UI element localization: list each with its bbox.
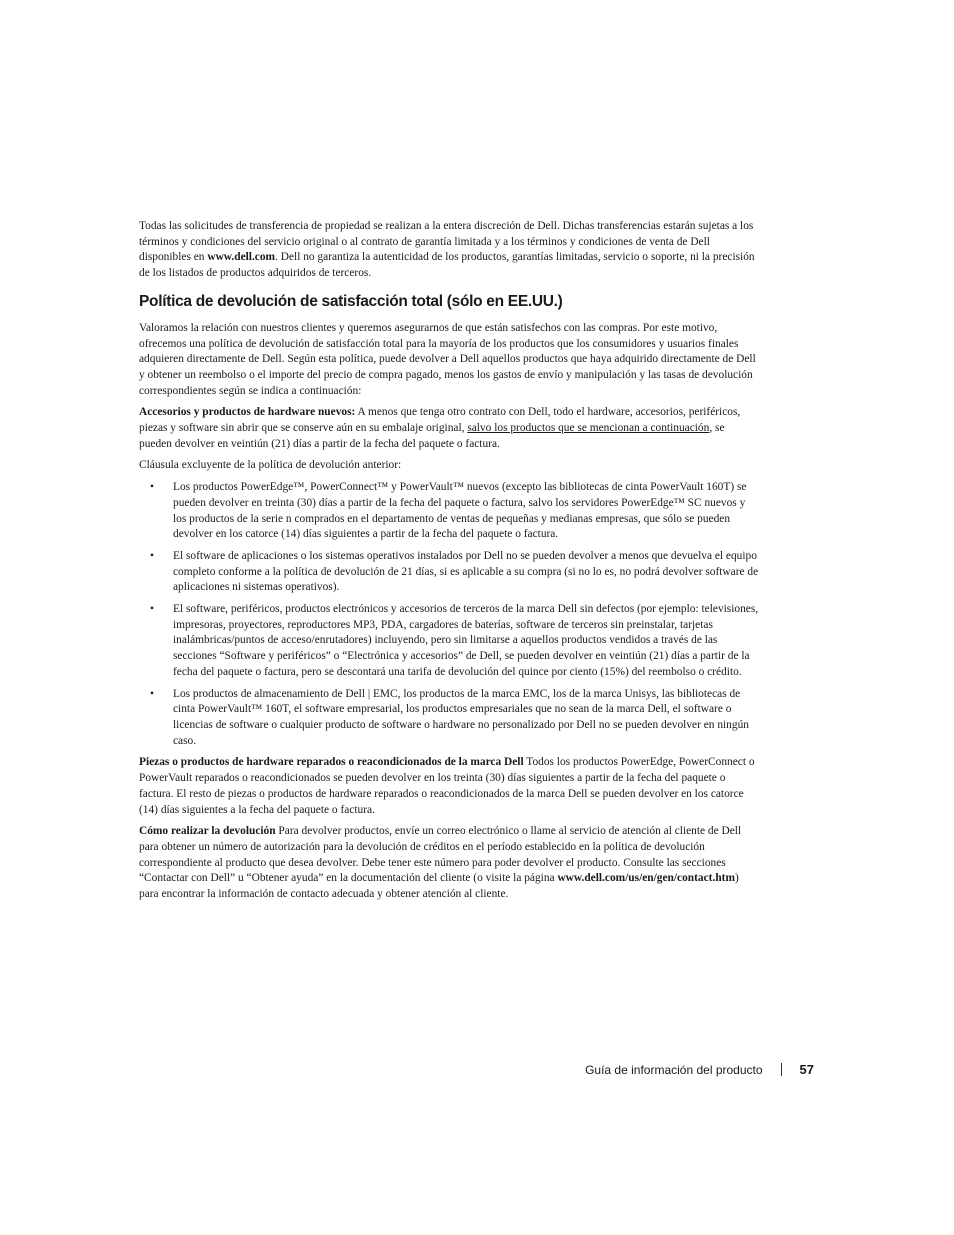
bullet-icon: • (150, 687, 154, 700)
footer-title: Guía de información del producto (585, 1062, 763, 1077)
page-content (139, 219, 759, 909)
policy-paragraph: Valoramos la relación con nuestros clientes y queremos asegurarnos de que están satisfechos con las compras. Por este motivo, ofrecemos una política de devolución de satisfacción total para la mayoría de los productos que los consumidores y usuarios finales adquieren directamente de Dell. Según esta política, puede devolver a Dell aquellos productos que haya adquirido directamente de Dell y obtener un reembolso o el importe del precio de compra pagado, menos los gastos de envío y manipulación y las tasas de devolución correspondientes según se indica a continuación: (139, 321, 756, 397)
intro-paragraph: Todas las solicitudes de transferencia de propiedad se realizan a la entera discreción de Dell. Dichas transferencias estarán sujetas a los términos y condiciones del servicio original o al contrato de garantía limitada y a los términos y condiciones de venta de Dell disponibles en www.dell.com. Dell no garantiza la autenticidad de los productos, garantías limitadas, servicio o soporte, ni la precisión de los listados de productos adquiridos de terceros. (139, 220, 755, 280)
contact-url: www.dell.com/us/en/gen/contact.htm (557, 872, 735, 885)
bullet-icon: • (150, 603, 154, 616)
new-hardware-paragraph: Accesorios y productos de hardware nuevos: A menos que tenga otro contrato con Dell, todo el hardware, accesorios, periféricos, piezas y software sin abrir que se conserve aún en su embalaje original, salvo los productos que se mencionan a continuación, se pueden devolver en veintiún (21) días a partir de la fecha del paquete o factura. (139, 406, 741, 450)
list-item: • El software de aplicaciones o los sistemas operativos instalados por Dell no se pueden devolver a menos que devuelva el equipo completo conforme a la política de devolución de 21 días, si es aplicable a su compra (si no lo es, no podrá devolver software de aplicaciones ni sistemas operativos). (150, 549, 759, 594)
bullet-icon: • (150, 549, 154, 562)
bullet-icon: • (150, 481, 154, 494)
dell-url: www.dell.com (207, 251, 276, 264)
footer-divider (781, 1063, 782, 1076)
list-item: • El software, periféricos, productos electrónicos y accesorios de terceros de la marca Dell sin defectos (por ejemplo: televisiones, impresoras, proyectores, reproductores MP3, PDA, cargadores de baterías, software de terceros sin preinstalar, tarjetas inalámbricas/puntos de acceso/enrutadores) incluyendo, pero sin limitarse a aquellos productos vendidos a través de las secciones “Software y periféricos” o “Electrónica y accesorios” de Dell, se pueden devolver en veintiún (21) días a partir de la fecha del paquete o factura, pero se descontará una tarifa de devolución del quince por ciento (15%) del reembolso o crédito. (150, 603, 759, 678)
exclusion-list (139, 480, 759, 749)
list-item: • Los productos de almacenamiento de Dell | EMC, los productos de la marca EMC, los de la marca Unisys, las bibliotecas de cinta PowerVault™ 160T, el software empresarial, los productos empresariales que no sean de la marca Dell, el software o licencias de software o cualquier producto de software o hardware no personalizado por Dell no se pueden devolver en ningún caso. (150, 687, 749, 747)
list-item: • Los productos PowerEdge™, PowerConnect™ y PowerVault™ nuevos (excepto las bibliotecas de cinta PowerVault 160T) se pueden devolver en treinta (30) días a partir de la fecha del paquete o factura, salvo los servidores PowerEdge™ SC nuevos y los productos de la serie n comprados en el departamento de ventas de pequeñas y medianas empresas, que sólo se pueden devolver en los catorce (14) días siguientes a partir de la fecha del paquete o factura. (150, 481, 747, 541)
exceptions-link[interactable]: salvo los productos que se mencionan a continuación (467, 422, 710, 435)
page-footer (585, 1062, 814, 1077)
exclusion-clause: Cláusula excluyente de la política de devolución anterior: (139, 459, 402, 472)
refurbished-paragraph: Piezas o productos de hardware reparados o reacondicionados de la marca Dell Todos los productos PowerEdge, PowerConnect o PowerVault reparados o reacondicionados se pueden devolver en los treinta (30) días siguientes a partir de la fecha del paquete o factura. El resto de piezas o productos de hardware reparados o reacondicionados de la marca Dell se pueden devolver en los catorce (14) días siguientes a la fecha del paquete o factura. (139, 756, 755, 816)
return-howto-paragraph: Cómo realizar la devolución Para devolver productos, envíe un correo electrónico o llame al servicio de atención al cliente de Dell para obtener un número de autorización para la devolución de créditos en el período establecido en la política de devolución correspondiente al producto que desea devolver. Debe tener este número para poder devolver el producto. Consulte las secciones “Contactar con Dell” u “Obtener ayuda” en la documentación del cliente (o visite la página www.dell.com/us/en/gen/contact.htm) para encontrar la información de contacto adecuada y obtener atención al cliente. (139, 825, 742, 901)
page-number: 57 (799, 1062, 814, 1077)
section-heading: Política de devolución de satisfacción total (sólo en EE.UU.) (139, 292, 563, 310)
